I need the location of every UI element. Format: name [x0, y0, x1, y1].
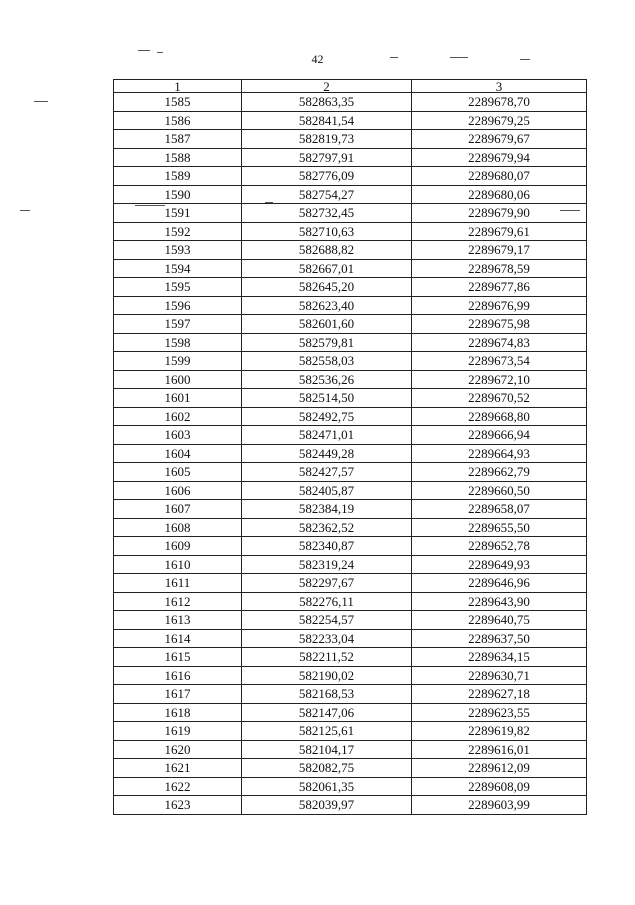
x-coordinate-cell: 582776,09: [242, 167, 412, 186]
x-coordinate-cell: 582863,35: [242, 93, 412, 112]
x-coordinate-cell: 582276,11: [242, 592, 412, 611]
scan-noise: [390, 57, 398, 58]
x-coordinate-cell: 582297,67: [242, 574, 412, 593]
x-coordinate-cell: 582754,27: [242, 185, 412, 204]
scan-noise: [520, 59, 530, 60]
x-coordinate-cell: 582601,60: [242, 315, 412, 334]
x-coordinate-cell: 582514,50: [242, 389, 412, 408]
table-row: [114, 389, 587, 408]
y-coordinate-cell: 2289662,79: [412, 463, 587, 482]
point-number-cell: 1605: [114, 463, 242, 482]
x-coordinate-cell: 582710,63: [242, 222, 412, 241]
point-number-cell: 1610: [114, 555, 242, 574]
y-coordinate-cell: 2289612,09: [412, 759, 587, 778]
x-coordinate-cell: 582405,87: [242, 481, 412, 500]
table-row: [114, 352, 587, 371]
table-row: [114, 500, 587, 519]
table-row: [114, 333, 587, 352]
table-row: [114, 222, 587, 241]
x-coordinate-cell: 582841,54: [242, 111, 412, 130]
x-coordinate-cell: 582536,26: [242, 370, 412, 389]
table-row: [114, 481, 587, 500]
table-row: [114, 796, 587, 815]
coordinates-table: [113, 79, 587, 815]
y-coordinate-cell: 2289630,71: [412, 666, 587, 685]
y-coordinate-cell: 2289668,80: [412, 407, 587, 426]
x-coordinate-cell: 582427,57: [242, 463, 412, 482]
table-row: [114, 296, 587, 315]
x-coordinate-cell: 582061,35: [242, 777, 412, 796]
y-coordinate-cell: 2289674,83: [412, 333, 587, 352]
table-row: [114, 444, 587, 463]
y-coordinate-cell: 2289664,93: [412, 444, 587, 463]
column-header: 3: [412, 80, 587, 93]
point-number-cell: 1600: [114, 370, 242, 389]
point-number-cell: 1586: [114, 111, 242, 130]
table-row: [114, 185, 587, 204]
point-number-cell: 1591: [114, 204, 242, 223]
y-coordinate-cell: 2289670,52: [412, 389, 587, 408]
point-number-cell: 1618: [114, 703, 242, 722]
point-number-cell: 1612: [114, 592, 242, 611]
table-row: [114, 148, 587, 167]
point-number-cell: 1592: [114, 222, 242, 241]
point-number-cell: 1608: [114, 518, 242, 537]
x-coordinate-cell: 582558,03: [242, 352, 412, 371]
point-number-cell: 1619: [114, 722, 242, 741]
y-coordinate-cell: 2289660,50: [412, 481, 587, 500]
y-coordinate-cell: 2289608,09: [412, 777, 587, 796]
y-coordinate-cell: 2289655,50: [412, 518, 587, 537]
table-body: [114, 93, 587, 815]
y-coordinate-cell: 2289643,90: [412, 592, 587, 611]
point-number-cell: 1606: [114, 481, 242, 500]
y-coordinate-cell: 2289679,17: [412, 241, 587, 260]
y-coordinate-cell: 2289652,78: [412, 537, 587, 556]
x-coordinate-cell: 582340,87: [242, 537, 412, 556]
point-number-cell: 1587: [114, 130, 242, 149]
y-coordinate-cell: 2289619,82: [412, 722, 587, 741]
y-coordinate-cell: 2289676,99: [412, 296, 587, 315]
table-row: [114, 537, 587, 556]
point-number-cell: 1613: [114, 611, 242, 630]
y-coordinate-cell: 2289679,61: [412, 222, 587, 241]
y-coordinate-cell: 2289679,94: [412, 148, 587, 167]
y-coordinate-cell: 2289678,59: [412, 259, 587, 278]
point-number-cell: 1603: [114, 426, 242, 445]
table-row: [114, 167, 587, 186]
y-coordinate-cell: 2289627,18: [412, 685, 587, 704]
y-coordinate-cell: 2289679,67: [412, 130, 587, 149]
table-row: [114, 555, 587, 574]
x-coordinate-cell: 582082,75: [242, 759, 412, 778]
table-row: [114, 759, 587, 778]
y-coordinate-cell: 2289675,98: [412, 315, 587, 334]
table-row: [114, 777, 587, 796]
table-row: [114, 278, 587, 297]
x-coordinate-cell: 582168,53: [242, 685, 412, 704]
y-coordinate-cell: 2289680,07: [412, 167, 587, 186]
x-coordinate-cell: 582471,01: [242, 426, 412, 445]
y-coordinate-cell: 2289616,01: [412, 740, 587, 759]
table-row: [114, 241, 587, 260]
point-number-cell: 1622: [114, 777, 242, 796]
x-coordinate-cell: 582254,57: [242, 611, 412, 630]
y-coordinate-cell: 2289658,07: [412, 500, 587, 519]
point-number-cell: 1588: [114, 148, 242, 167]
point-number-cell: 1615: [114, 648, 242, 667]
point-number-cell: 1595: [114, 278, 242, 297]
point-number-cell: 1621: [114, 759, 242, 778]
y-coordinate-cell: 2289678,70: [412, 93, 587, 112]
column-header: 1: [114, 80, 242, 93]
x-coordinate-cell: 582190,02: [242, 666, 412, 685]
point-number-cell: 1599: [114, 352, 242, 371]
point-number-cell: 1609: [114, 537, 242, 556]
x-coordinate-cell: 582819,73: [242, 130, 412, 149]
table-row: [114, 629, 587, 648]
table-row: [114, 407, 587, 426]
x-coordinate-cell: 582147,06: [242, 703, 412, 722]
page-number: 42: [311, 52, 324, 66]
point-number-cell: 1590: [114, 185, 242, 204]
table-row: [114, 592, 587, 611]
point-number-cell: 1602: [114, 407, 242, 426]
table-row: [114, 370, 587, 389]
point-number-cell: 1617: [114, 685, 242, 704]
x-coordinate-cell: 582211,52: [242, 648, 412, 667]
y-coordinate-cell: 2289672,10: [412, 370, 587, 389]
y-coordinate-cell: 2289640,75: [412, 611, 587, 630]
y-coordinate-cell: 2289680,06: [412, 185, 587, 204]
table-row: [114, 426, 587, 445]
scan-noise: [20, 210, 30, 211]
x-coordinate-cell: 582579,81: [242, 333, 412, 352]
table-row: [114, 703, 587, 722]
point-number-cell: 1604: [114, 444, 242, 463]
table-row: [114, 111, 587, 130]
x-coordinate-cell: 582492,75: [242, 407, 412, 426]
x-coordinate-cell: 582623,40: [242, 296, 412, 315]
x-coordinate-cell: 582362,52: [242, 518, 412, 537]
x-coordinate-cell: 582233,04: [242, 629, 412, 648]
y-coordinate-cell: 2289637,50: [412, 629, 587, 648]
y-coordinate-cell: 2289679,25: [412, 111, 587, 130]
x-coordinate-cell: 582449,28: [242, 444, 412, 463]
table-row: [114, 259, 587, 278]
table-row: [114, 518, 587, 537]
x-coordinate-cell: 582688,82: [242, 241, 412, 260]
column-header: 2: [242, 80, 412, 93]
point-number-cell: 1607: [114, 500, 242, 519]
point-number-cell: 1611: [114, 574, 242, 593]
y-coordinate-cell: 2289673,54: [412, 352, 587, 371]
x-coordinate-cell: 582125,61: [242, 722, 412, 741]
table-row: [114, 666, 587, 685]
point-number-cell: 1601: [114, 389, 242, 408]
scan-noise: [34, 101, 48, 102]
y-coordinate-cell: 2289677,86: [412, 278, 587, 297]
point-number-cell: 1623: [114, 796, 242, 815]
point-number-cell: 1620: [114, 740, 242, 759]
y-coordinate-cell: 2289679,90: [412, 204, 587, 223]
point-number-cell: 1589: [114, 167, 242, 186]
x-coordinate-cell: 582384,19: [242, 500, 412, 519]
point-number-cell: 1593: [114, 241, 242, 260]
table-row: [114, 648, 587, 667]
point-number-cell: 1616: [114, 666, 242, 685]
table-row: [114, 130, 587, 149]
table-row: [114, 204, 587, 223]
table-row: [114, 315, 587, 334]
point-number-cell: 1614: [114, 629, 242, 648]
point-number-cell: 1596: [114, 296, 242, 315]
table-row: [114, 463, 587, 482]
point-number-cell: 1585: [114, 93, 242, 112]
x-coordinate-cell: 582319,24: [242, 555, 412, 574]
y-coordinate-cell: 2289646,96: [412, 574, 587, 593]
x-coordinate-cell: 582645,20: [242, 278, 412, 297]
x-coordinate-cell: 582797,91: [242, 148, 412, 167]
y-coordinate-cell: 2289666,94: [412, 426, 587, 445]
table-header-row: [114, 80, 587, 93]
table-row: [114, 611, 587, 630]
table-row: [114, 685, 587, 704]
table-row: [114, 740, 587, 759]
point-number-cell: 1594: [114, 259, 242, 278]
y-coordinate-cell: 2289623,55: [412, 703, 587, 722]
x-coordinate-cell: 582039,97: [242, 796, 412, 815]
x-coordinate-cell: 582667,01: [242, 259, 412, 278]
table-row: [114, 93, 587, 112]
table-row: [114, 574, 587, 593]
y-coordinate-cell: 2289634,15: [412, 648, 587, 667]
x-coordinate-cell: 582732,45: [242, 204, 412, 223]
scan-noise: [157, 52, 163, 53]
y-coordinate-cell: 2289603,99: [412, 796, 587, 815]
point-number-cell: 1597: [114, 315, 242, 334]
x-coordinate-cell: 582104,17: [242, 740, 412, 759]
scan-noise: [450, 57, 468, 58]
y-coordinate-cell: 2289649,93: [412, 555, 587, 574]
scan-noise: [138, 50, 150, 51]
point-number-cell: 1598: [114, 333, 242, 352]
table-row: [114, 722, 587, 741]
